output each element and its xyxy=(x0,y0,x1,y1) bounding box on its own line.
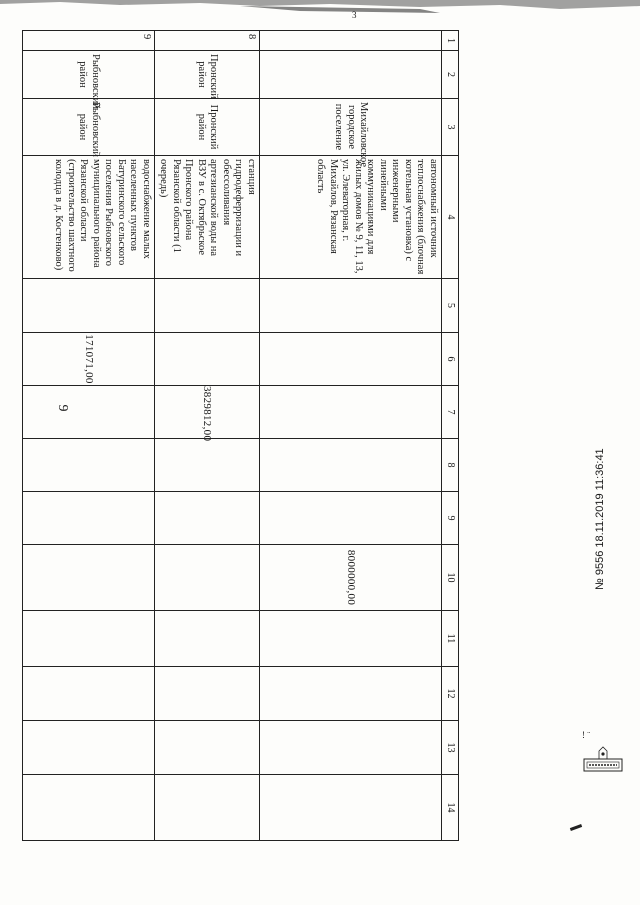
header-cell: 14 xyxy=(442,775,459,841)
header-row xyxy=(442,31,459,841)
handwritten-mark: ! ¨ xyxy=(582,730,591,740)
header-cell: 13 xyxy=(442,721,459,775)
header-cell: 5 xyxy=(442,279,459,333)
object-name-cell: станция гидродеферризации и обессоливания артезианской воды на ВЗУ в с. Октябрьское Пронского района Рязанской области (1 очередь) xyxy=(155,156,260,279)
value-cell xyxy=(155,721,260,775)
value-cell: 8000000,00 xyxy=(260,545,442,611)
header-cell: 8 xyxy=(442,439,459,492)
header-cell: 3 xyxy=(442,99,459,156)
value-cell xyxy=(260,492,442,545)
value-cell xyxy=(23,545,155,611)
value-cell xyxy=(260,279,442,333)
registration-stamp-text: № 9556 18.11.2019 11:36:41 xyxy=(594,448,606,590)
header-cell: 6 xyxy=(442,333,459,386)
row-number-cell xyxy=(260,31,442,51)
page-number: 9 xyxy=(55,404,70,412)
value-cell xyxy=(155,492,260,545)
district-cell: Пронский район xyxy=(155,51,260,99)
district-cell: Рыбновский район xyxy=(23,51,155,99)
value-cell xyxy=(23,775,155,841)
object-name-cell: водоснабжение малых населенных пунктов Батуринского сельского поселения Рыбновского муниципального района Рязанской области (строительство шахтного колодца в д. Костенково) xyxy=(23,156,155,279)
value-cell xyxy=(155,667,260,721)
pen-mark xyxy=(570,824,582,831)
value-cell xyxy=(23,386,155,439)
value-cell xyxy=(23,667,155,721)
value-cell xyxy=(260,775,442,841)
table-row xyxy=(23,31,155,841)
header-cell: 7 xyxy=(442,386,459,439)
top-mark: 3 xyxy=(352,10,357,20)
header-cell: 9 xyxy=(442,492,459,545)
value-cell: 3829812,00 xyxy=(155,386,260,439)
header-cell: 2 xyxy=(442,51,459,99)
value-cell xyxy=(23,721,155,775)
data-table xyxy=(22,30,459,841)
value-cell xyxy=(155,279,260,333)
table-row xyxy=(155,31,260,841)
table-row xyxy=(260,31,442,841)
value-cell xyxy=(155,333,260,386)
header-cell: 1 xyxy=(442,31,459,51)
row-number-cell: 9 xyxy=(23,31,155,51)
municipality-cell: Рыбновский район xyxy=(23,99,155,156)
value-cell xyxy=(155,439,260,492)
value-cell xyxy=(155,611,260,667)
value-cell xyxy=(23,611,155,667)
value-cell xyxy=(260,667,442,721)
header-cell: 12 xyxy=(442,667,459,721)
value-cell xyxy=(23,279,155,333)
header-cell: 4 xyxy=(442,156,459,279)
value-cell xyxy=(260,611,442,667)
value-cell xyxy=(260,439,442,492)
value-cell xyxy=(260,721,442,775)
object-name-cell: автономный источник теплоснабжения (блочная котельная установка) с инженерными линейными коммуникациями для жилых домов № 9, 11, 13, ул. Элеваторная, г. Михайлов, Рязанская область xyxy=(260,156,442,279)
district-cell xyxy=(260,51,442,99)
value-cell xyxy=(155,775,260,841)
value-cell xyxy=(260,386,442,439)
value-cell xyxy=(23,439,155,492)
value-cell: 171071,00 xyxy=(23,333,155,386)
value-cell xyxy=(260,333,442,386)
header-cell: 10 xyxy=(442,545,459,611)
municipality-cell: Михайловское городское поселение xyxy=(260,99,442,156)
value-cell xyxy=(155,545,260,611)
rotated-table-container xyxy=(32,30,459,820)
header-cell: 11 xyxy=(442,611,459,667)
registry-stamp-icon xyxy=(583,745,623,773)
municipality-cell: Пронский район xyxy=(155,99,260,156)
scan-edge-artifact xyxy=(0,0,640,14)
row-number-cell: 8 xyxy=(155,31,260,51)
value-cell xyxy=(23,492,155,545)
